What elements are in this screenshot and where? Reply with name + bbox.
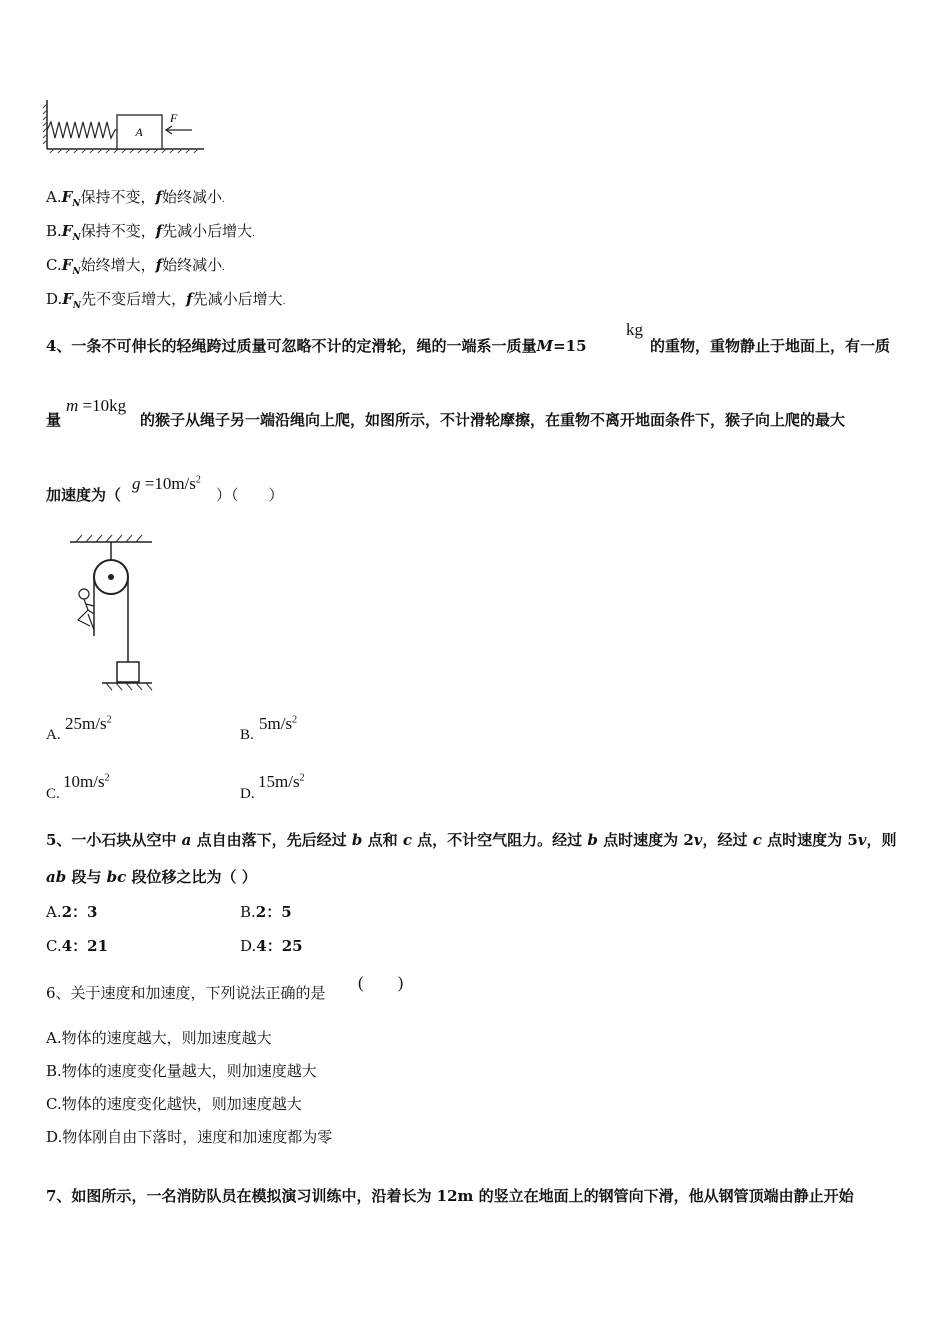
q4-option-c-letter: C. — [46, 786, 60, 802]
q4-stem-line1: 4、一条不可伸长的轻绳跨过质量可忽略不计的定滑轮，绳的一端系一质量M=15 — [46, 337, 587, 355]
svg-text:A: A — [135, 125, 143, 139]
spring — [47, 122, 117, 138]
q3-option-b: $B.F_N$保持不变，f先减小后增大. — [46, 222, 256, 243]
q4-option-d-letter: D. — [240, 786, 255, 802]
q4-gravity: $g =10m/s^2$ — [132, 474, 201, 493]
q5-option-d: D.4：25 — [240, 937, 303, 955]
q3-option-d: $D.F_N$先不变后增大，f先减小后增大. — [46, 290, 286, 311]
q4-stem-line3-tail: ）（ ） — [216, 486, 284, 504]
q4-stem-line1-tail: 的重物，重物静止于地面上，有一质 — [650, 337, 891, 355]
q4-option-a-value: $25m/s^2$ — [65, 714, 112, 733]
q4-option-a-letter: A. — [46, 727, 61, 743]
q5-stem-line1: 5、一小石块从空中 a 点自由落下，先后经过 b 点和 c 点，不计空气阻力。经过 b 点时速度为 2v，经过 c 点时速度为 5v，则 — [46, 831, 897, 849]
q5-option-b: B.2：5 — [240, 903, 292, 921]
q4-option-c-value: $10m/s^2$ — [63, 772, 110, 791]
q5-option-c: C.4：21 — [46, 937, 109, 955]
q4-option-b-letter: B. — [240, 727, 254, 743]
q3-option-a: $A.F_N$保持不变，f始终减小. — [46, 188, 225, 209]
q4-stem-line2: 的猴子从绳子另一端沿绳向上爬，如图所示，不计滑轮摩擦，在重物不离开地面条件下，猴子向上爬的最大 — [140, 411, 846, 429]
q6-answer-paren: ( ) — [358, 973, 404, 992]
q4-monkey-mass: m =10kg — [66, 396, 127, 415]
q6-stem: 6、关于速度和加速度，下列说法正确的是 — [46, 984, 326, 1002]
q4-stem-line3-start: 加速度为（ — [46, 486, 122, 504]
q6-option-c: C.物体的速度变化越快，则加速度越大 — [46, 1095, 302, 1113]
q4-option-b-value: $5m/s^2$ — [259, 714, 298, 733]
q4-stem-line2-start: 量 — [46, 411, 62, 429]
svg-text:F: F — [170, 111, 178, 125]
monkey — [78, 589, 94, 630]
pulley-monkey-figure — [66, 532, 158, 694]
q6-option-b: B.物体的速度变化量越大，则加速度越大 — [46, 1062, 317, 1080]
weight — [117, 662, 139, 682]
q6-option-d: D.物体刚自由下落时，速度和加速度都为零 — [46, 1128, 333, 1146]
q5-option-a: A.2：3 — [46, 903, 98, 921]
q4-mass-unit: kg — [626, 320, 643, 339]
spring-block-figure — [42, 96, 212, 158]
q3-option-c: $C.F_N$始终增大，f始终减小. — [46, 256, 225, 277]
q7-stem: 7、如图所示，一名消防队员在模拟演习训练中，沿着长为 12m 的竖立在地面上的钢管向下滑，他从钢管顶端由静止开始 — [46, 1187, 854, 1205]
q4-option-d-value: $15m/s^2$ — [258, 772, 305, 791]
q5-stem-line2: ab 段与 bc 段位移之比为（ ） — [46, 868, 257, 886]
q6-option-a: A.物体的速度越大，则加速度越大 — [46, 1029, 272, 1047]
